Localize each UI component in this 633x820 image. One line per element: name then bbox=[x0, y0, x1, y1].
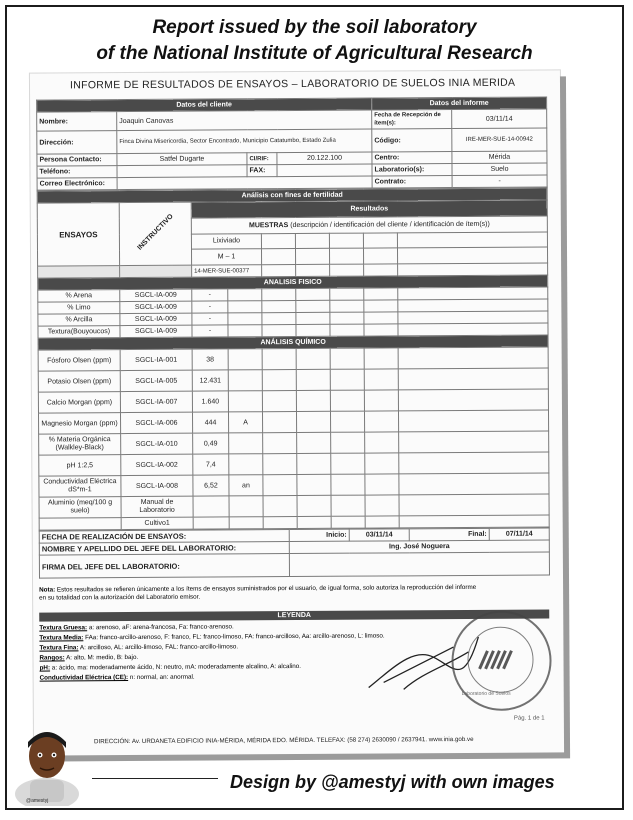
sample-code: 14-MER-SUE-00377 bbox=[192, 265, 262, 277]
lab-report-document bbox=[30, 70, 564, 755]
legend-key: Textura Media: bbox=[39, 634, 84, 642]
result-value: - bbox=[192, 313, 228, 325]
contrato-label: Contrato: bbox=[372, 176, 452, 188]
report-title: INFORME DE RESULTADOS DE ENSAYOS – LABORATORIO DE SUELOS INIA MERIDA bbox=[69, 76, 516, 92]
stamp-logo-icon bbox=[475, 643, 515, 673]
ensayo-label: Potasio Olsen (ppm) bbox=[38, 371, 120, 393]
result-value: 1.640 bbox=[192, 391, 228, 412]
instructivo-code: SGCL-IA-007 bbox=[120, 391, 192, 412]
legend-key: pH: bbox=[39, 664, 51, 672]
instructivo-code: SGCL-IA-001 bbox=[120, 349, 192, 370]
result-note bbox=[229, 433, 263, 454]
result-note bbox=[228, 370, 262, 391]
direccion-label: Dirección: bbox=[37, 131, 117, 154]
stamp-text: Laboratorio de Suelos bbox=[461, 690, 511, 697]
centro-label: Centro: bbox=[372, 152, 452, 164]
legend-key: Conductividad Eléctrica (CE): bbox=[39, 674, 129, 682]
result-note bbox=[228, 349, 262, 370]
instructivo-header: INSTRUCTIVO bbox=[136, 213, 175, 252]
footer-address: DIRECCIÓN: Av. URDANETA EDIFICIO INIA-MÉRIDA, MÉRIDA EDO. MÉRIDA. TELEFAX: (58 274) 2630090 / 2637941. www.inia.gob.ve bbox=[93, 735, 474, 746]
page-number: Pág. 1 de 1 bbox=[513, 715, 545, 722]
cultivo-label: Cultivo1 bbox=[121, 517, 193, 529]
avatar bbox=[12, 724, 82, 806]
result-value: 7,4 bbox=[193, 454, 229, 475]
report-header: Datos del informe bbox=[372, 97, 547, 110]
legend-text: a: arenoso, aF: arena-francosa, Fa: franco-arenoso. bbox=[88, 623, 234, 632]
fax-value bbox=[277, 164, 372, 177]
final-value: 07/11/14 bbox=[489, 528, 549, 540]
ensayo-label: pH 1:2,5 bbox=[39, 455, 121, 477]
ensayo-label: Aluminio (meq/100 g suelo) bbox=[39, 497, 121, 519]
contrato-value: - bbox=[452, 175, 547, 188]
nota-text: Estos resultados se refieren únicamente a los ítems de ensayos suministrados por el usuario, de igual forma, solo autoriza la reproducción del informe en su totalidad con la autorización del Laboratorio emisor. bbox=[39, 583, 477, 602]
result-value: - bbox=[192, 301, 228, 313]
instructivo-code: Manual de Laboratorio bbox=[121, 496, 193, 517]
ensayo-label: % Arena bbox=[38, 290, 120, 303]
fax-label: FAX: bbox=[247, 165, 277, 177]
correo-label: Correo Electrónico: bbox=[37, 178, 117, 190]
institution-stamp bbox=[451, 610, 552, 711]
result-note: an bbox=[229, 475, 263, 496]
laboratorio-label: Laboratorio(s): bbox=[372, 164, 452, 176]
codigo-label: Código: bbox=[372, 129, 452, 152]
analysis-table bbox=[37, 187, 550, 530]
laboratorio-value: Suelo bbox=[452, 163, 547, 176]
muestras-label: MUESTRAS bbox=[248, 221, 289, 229]
ensayo-label: % Arcilla bbox=[38, 314, 120, 327]
resultados-header: Resultados bbox=[191, 200, 547, 218]
ensayo-label: Calcio Morgan (ppm) bbox=[38, 392, 120, 414]
result-value: - bbox=[192, 289, 228, 301]
instructivo-code: SGCL-IA-009 bbox=[120, 289, 192, 301]
fecha-realizacion-label: FECHA DE REALIZACIÓN DE ENSAYOS: bbox=[39, 530, 289, 544]
legend-text: n: normal, an: anormal. bbox=[129, 673, 195, 682]
fisico-header: ANALISIS FISICO bbox=[38, 275, 548, 290]
inicio-label: Inicio: bbox=[289, 529, 349, 541]
credit-text: Design by @amestyj with own images bbox=[230, 772, 555, 792]
client-info-table bbox=[36, 96, 548, 190]
sample-desc: Lixiviado bbox=[191, 233, 261, 249]
instructivo-code: SGCL-IA-009 bbox=[120, 325, 192, 337]
nota-block bbox=[39, 584, 479, 603]
contacto-value: Satfel Dugarte bbox=[117, 153, 247, 166]
result-note: A bbox=[228, 412, 262, 433]
banner bbox=[7, 7, 622, 79]
avatar-tag: @amestyj bbox=[26, 798, 49, 804]
ensayo-label: % Limo bbox=[38, 302, 120, 315]
legend-text: a: ácido, ma: moderadamente ácido, N: neutro, mA: moderadamente alcalino, A: alcalino. bbox=[51, 662, 302, 672]
firma-value bbox=[289, 552, 549, 577]
contacto-label: Persona Contacto: bbox=[37, 154, 117, 166]
direccion-value: Finca Divina Misericordia, Sector Encontrado, Municipio Catatumbo, Estado Zulia bbox=[117, 129, 372, 154]
ensayo-label: Textura(Bouyoucos) bbox=[38, 326, 120, 339]
credit-rule bbox=[92, 778, 218, 779]
instructivo-header-cell bbox=[119, 202, 191, 265]
ensayo-label: Magnesio Morgan (ppm) bbox=[38, 413, 120, 435]
firma-label: FIRMA DEL JEFE DEL LABORATORIO: bbox=[39, 554, 289, 579]
ensayo-label: Fósforo Olsen (ppm) bbox=[38, 350, 120, 372]
result-value: - bbox=[192, 325, 228, 337]
dates-table bbox=[39, 527, 550, 578]
result-note bbox=[229, 496, 263, 517]
instructivo-code: SGCL-IA-008 bbox=[121, 475, 193, 496]
centro-value: Mérida bbox=[452, 151, 547, 164]
fecha-recepcion-value: 03/11/14 bbox=[452, 109, 547, 129]
legend-key: Rangos: bbox=[39, 654, 65, 662]
banner-line-2: of the National Institute of Agricultural Research bbox=[96, 43, 533, 64]
instructivo-code: SGCL-IA-002 bbox=[121, 454, 193, 475]
final-label: Final: bbox=[409, 528, 489, 540]
jefe-label: NOMBRE Y APELLIDO DEL JEFE DEL LABORATORIO: bbox=[39, 542, 289, 556]
result-value: 6,52 bbox=[193, 475, 229, 496]
muestras-desc: (descripción / identificación del cliente / identificación de ítem(s)) bbox=[290, 220, 490, 229]
report-body bbox=[36, 96, 550, 683]
instructivo-code: SGCL-IA-005 bbox=[120, 370, 192, 391]
result-value: 444 bbox=[192, 412, 228, 433]
nombre-label: Nombre: bbox=[37, 112, 117, 131]
sample-id: M – 1 bbox=[191, 249, 261, 265]
analysis-header: Análisis con fines de fertilidad bbox=[37, 188, 547, 203]
jefe-value: Ing. José Noguera bbox=[289, 540, 549, 554]
nota-label: Nota: bbox=[39, 586, 56, 594]
telefono-label: Teléfono: bbox=[37, 166, 117, 178]
codigo-value: IRE-MER-SUE-14-00942 bbox=[452, 128, 547, 152]
inicio-value: 03/11/14 bbox=[349, 529, 409, 541]
telefono-value bbox=[117, 165, 247, 178]
fecha-recepcion-label: Fecha de Recepción de ítem(s): bbox=[372, 110, 452, 129]
banner-line-1: Report issued by the soil laboratory bbox=[152, 17, 477, 38]
client-header: Datos del cliente bbox=[37, 98, 372, 112]
result-value: 12.431 bbox=[192, 370, 228, 391]
nombre-value: Joaquin Canovas bbox=[117, 110, 372, 131]
legend-text: A: arcilloso, AL: arcillo-limoso, FAL: franco-arcillo-limoso. bbox=[79, 643, 239, 652]
legend-key: Textura Gruesa: bbox=[39, 624, 88, 632]
ci-label: CI/RIF: bbox=[247, 153, 277, 165]
ci-value: 20.122.100 bbox=[277, 152, 372, 165]
result-value: 38 bbox=[192, 349, 228, 370]
instructivo-code: SGCL-IA-006 bbox=[120, 412, 192, 433]
result-note bbox=[228, 391, 262, 412]
legend-key: Textura Fina: bbox=[39, 644, 79, 652]
ensayo-label: Conductividad Eléctrica dS*m-1 bbox=[39, 476, 121, 498]
ensayo-label: % Materia Orgánica (Walkley-Black) bbox=[39, 434, 121, 456]
instructivo-code: SGCL-IA-009 bbox=[120, 301, 192, 313]
result-note bbox=[229, 454, 263, 475]
legend-text: FAa: franco-arcillo-arenoso, F: franco, FL: franco-limoso, FA: franco-arcilloso, Aa: arcillo-arenoso, L: limoso. bbox=[85, 632, 385, 642]
leyenda-header: LEYENDA bbox=[39, 609, 549, 621]
correo-value bbox=[117, 176, 372, 190]
ensayos-header: ENSAYOS bbox=[37, 203, 119, 266]
legend-text: A: alto, M: medio, B: bajo. bbox=[66, 653, 139, 662]
instructivo-code: SGCL-IA-009 bbox=[120, 313, 192, 325]
instructivo-code: SGCL-IA-010 bbox=[121, 433, 193, 454]
quimico-header: ANÁLISIS QUÍMICO bbox=[38, 335, 548, 350]
result-value bbox=[193, 496, 229, 517]
result-value: 0,49 bbox=[193, 433, 229, 454]
